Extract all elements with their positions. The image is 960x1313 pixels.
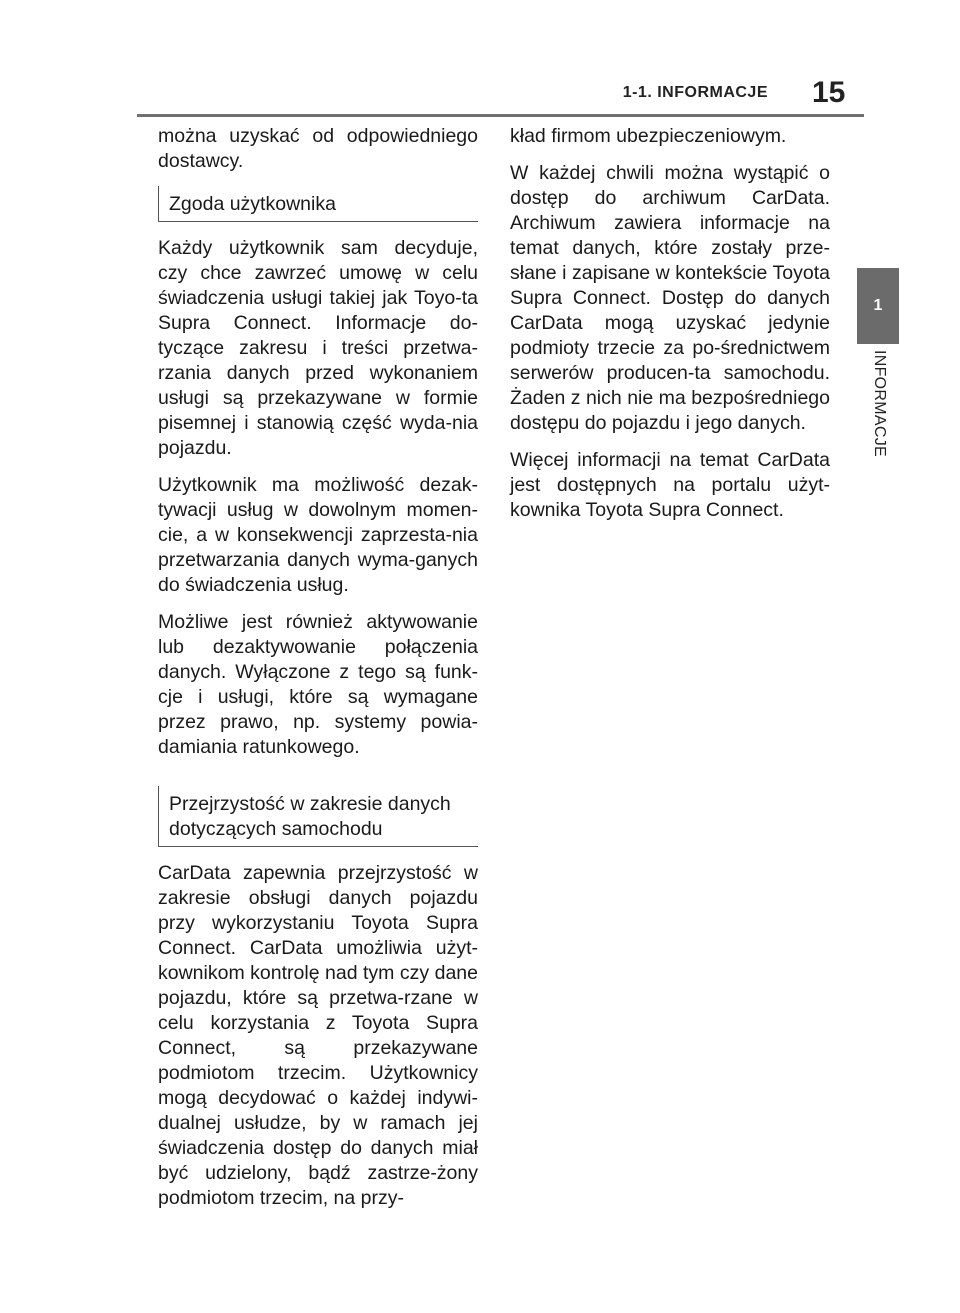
right-column [510,124,830,535]
paragraph: Więcej informacji na temat CarData jest dostępnych na portalu użyt-kownika Toyota Supra Connect. [510,449,830,521]
section-title: 1-1. INFORMACJE [622,84,768,101]
chapter-number: 1 [873,297,883,314]
paragraph: CarData zapewnia przejrzystość w zakresie obsługi danych pojazdu przy wykorzystaniu Toyota Supra Connect. CarData umożliwia użyt-kownikom kontrolę nad tym czy dane pojazdu, które są przetwa-rzane w celu korzystania z Toyota Supra Connect, są przekazywane podmiotom trzecim. Użytkownicy mogą decydować o każdej indywi-dualnej usłudze, by w ramach jej świadczenia dostęp do danych miał być udzielony, bądź zastrze-żony podmiotom trzecim, na przy- [158,862,478,1209]
subheading-user-consent: Zgoda użytkownika [158,186,478,222]
subheading-data-transparency: Przejrzystość w zakresie danych dotyczących samochodu [158,786,478,847]
left-column [158,124,478,1223]
chapter-tab [857,268,899,344]
chapter-label: INFORMACJE [871,350,888,457]
paragraph: W każdej chwili można wystąpić o dostęp do archiwum CarData. Archiwum zawiera informacje na temat danych, które zostały prze-słane i zapisane w kontekście Toyota Supra Connect. Dostęp do danych CarData mogą uzyskać jedynie podmioty trzecie za po-średnictwem serwerów producen-ta samochodu. Żaden z nich nie ma bezpośredniego dostępu do pojazdu i jego danych. [510,162,830,434]
paragraph: można uzyskać od odpowiedniego dostawcy. [158,125,478,172]
paragraph: Użytkownik ma możliwość dezak-tywacji usług w dowolnym momen-cie, a w konsekwencji zaprzesta-nia przetwarzania danych wyma-ganych do świadczenia usług. [158,474,478,596]
paragraph: Każdy użytkownik sam decyduje, czy chce zawrzeć umowę w celu świadczenia usługi takiej jak Toyo-ta Supra Connect. Informacje do-tyczące zakresu i treści przetwa-rzania danych przed wykonaniem usługi są przekazywane w formie pisemnej i stanowią część wyda-nia pojazdu. [158,237,478,459]
header-divider [137,114,864,117]
paragraph: kład firmom ubezpieczeniowym. [510,125,787,147]
paragraph: Możliwe jest również aktywowanie lub dezaktywowanie połączenia danych. Wyłączone z tego są funk-cje i usługi, które są wymagane przez prawo, np. systemy powia-damiania ratunkowego. [158,611,478,758]
page-number: 15 [812,76,846,109]
